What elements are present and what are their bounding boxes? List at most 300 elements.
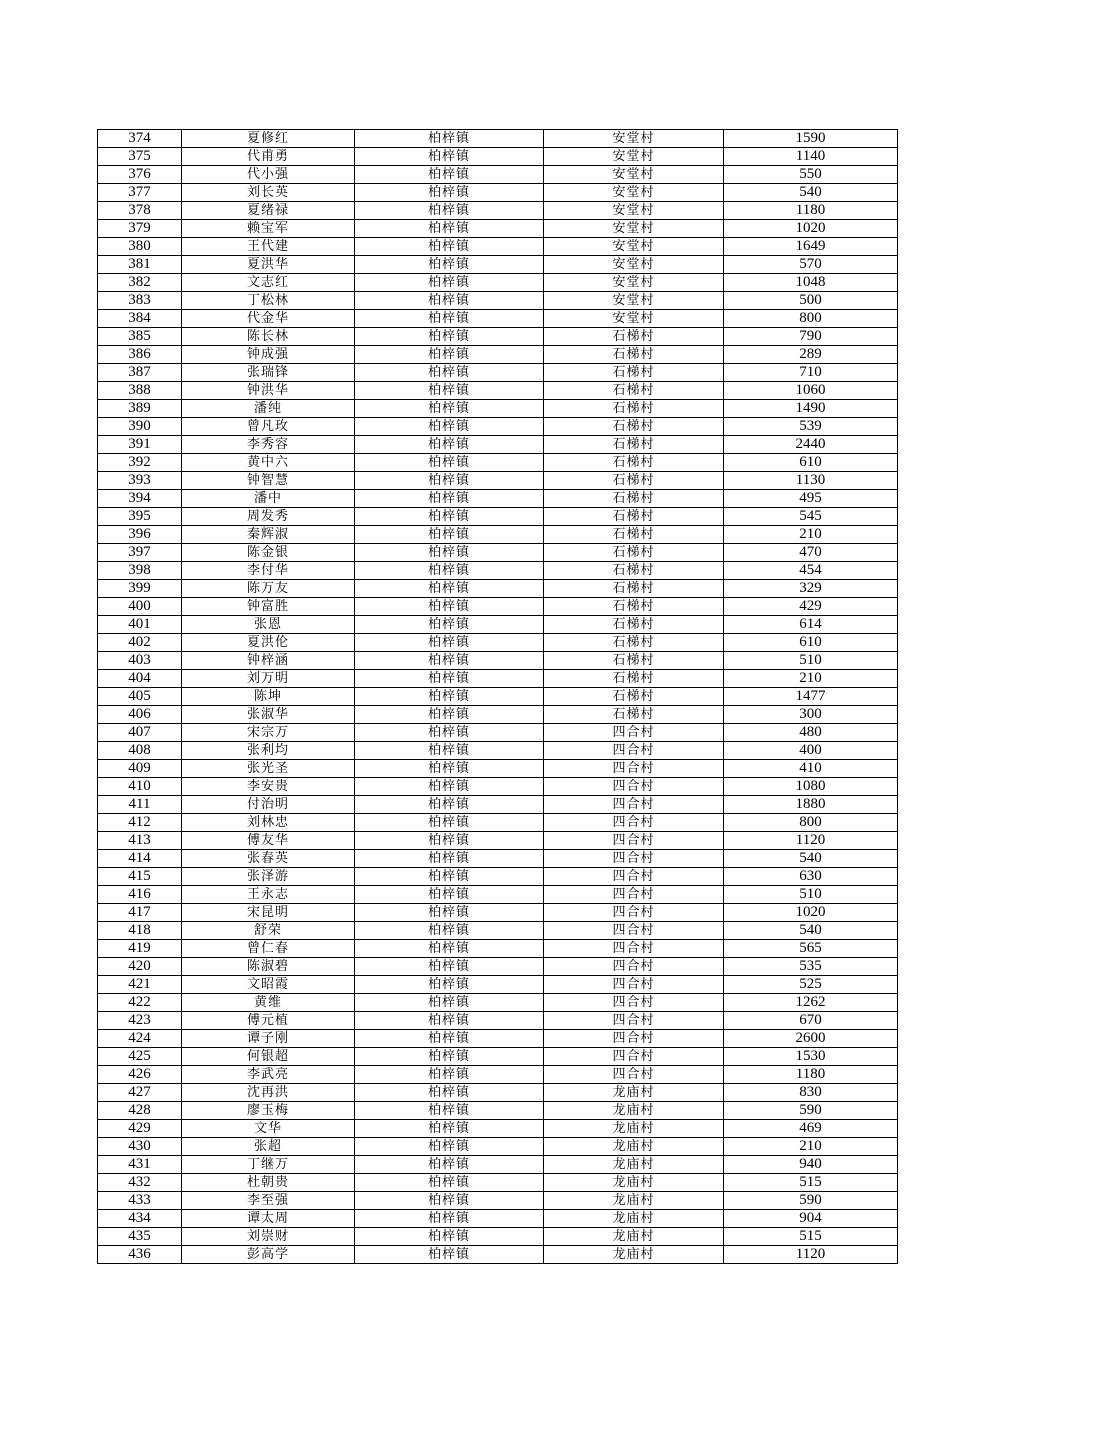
name-cell: 刘万明 [182, 670, 355, 688]
amount-cell: 1080 [724, 778, 898, 796]
table-row [98, 652, 898, 670]
village-cell: 石梯村 [544, 670, 724, 688]
row-number-cell: 423 [98, 1012, 182, 1030]
table-row [98, 238, 898, 256]
amount-cell: 410 [724, 760, 898, 778]
town-cell: 柏梓镇 [355, 724, 544, 742]
row-number-cell: 395 [98, 508, 182, 526]
town-cell: 柏梓镇 [355, 310, 544, 328]
name-cell: 傅元植 [182, 1012, 355, 1030]
name-cell: 夏修红 [182, 130, 355, 148]
town-cell: 柏梓镇 [355, 1102, 544, 1120]
table-row [98, 1192, 898, 1210]
table-row [98, 994, 898, 1012]
village-cell: 石梯村 [544, 454, 724, 472]
name-cell: 李安贵 [182, 778, 355, 796]
town-cell: 柏梓镇 [355, 886, 544, 904]
town-cell: 柏梓镇 [355, 418, 544, 436]
name-cell: 沈再洪 [182, 1084, 355, 1102]
town-cell: 柏梓镇 [355, 598, 544, 616]
town-cell: 柏梓镇 [355, 976, 544, 994]
row-number-cell: 419 [98, 940, 182, 958]
name-cell: 李至强 [182, 1192, 355, 1210]
town-cell: 柏梓镇 [355, 1048, 544, 1066]
row-number-cell: 392 [98, 454, 182, 472]
amount-cell: 1490 [724, 400, 898, 418]
amount-cell: 500 [724, 292, 898, 310]
name-cell: 代甫勇 [182, 148, 355, 166]
village-cell: 石梯村 [544, 544, 724, 562]
village-cell: 石梯村 [544, 652, 724, 670]
row-number-cell: 400 [98, 598, 182, 616]
name-cell: 杜朝贵 [182, 1174, 355, 1192]
amount-cell: 904 [724, 1210, 898, 1228]
town-cell: 柏梓镇 [355, 166, 544, 184]
village-cell: 石梯村 [544, 328, 724, 346]
name-cell: 黄中六 [182, 454, 355, 472]
name-cell: 潘中 [182, 490, 355, 508]
village-cell: 安堂村 [544, 238, 724, 256]
town-cell: 柏梓镇 [355, 670, 544, 688]
table-row [98, 886, 898, 904]
village-cell: 四合村 [544, 994, 724, 1012]
table-row [98, 418, 898, 436]
table-row [98, 670, 898, 688]
row-number-cell: 396 [98, 526, 182, 544]
village-cell: 石梯村 [544, 472, 724, 490]
row-number-cell: 379 [98, 220, 182, 238]
table-row [98, 616, 898, 634]
row-number-cell: 409 [98, 760, 182, 778]
amount-cell: 540 [724, 922, 898, 940]
town-cell: 柏梓镇 [355, 634, 544, 652]
village-cell: 四合村 [544, 796, 724, 814]
name-cell: 谭子刚 [182, 1030, 355, 1048]
amount-cell: 1180 [724, 202, 898, 220]
town-cell: 柏梓镇 [355, 436, 544, 454]
village-cell: 龙庙村 [544, 1084, 724, 1102]
town-cell: 柏梓镇 [355, 274, 544, 292]
name-cell: 夏绪禄 [182, 202, 355, 220]
name-cell: 张超 [182, 1138, 355, 1156]
row-number-cell: 386 [98, 346, 182, 364]
table-row [98, 976, 898, 994]
town-cell: 柏梓镇 [355, 562, 544, 580]
village-cell: 四合村 [544, 958, 724, 976]
amount-cell: 630 [724, 868, 898, 886]
amount-cell: 525 [724, 976, 898, 994]
row-number-cell: 410 [98, 778, 182, 796]
amount-cell: 510 [724, 652, 898, 670]
village-cell: 四合村 [544, 760, 724, 778]
amount-cell: 1060 [724, 382, 898, 400]
row-number-cell: 413 [98, 832, 182, 850]
village-cell: 四合村 [544, 868, 724, 886]
village-cell: 龙庙村 [544, 1210, 724, 1228]
name-cell: 陈淑碧 [182, 958, 355, 976]
village-cell: 四合村 [544, 850, 724, 868]
table-row [98, 850, 898, 868]
amount-cell: 539 [724, 418, 898, 436]
village-cell: 四合村 [544, 1066, 724, 1084]
row-number-cell: 424 [98, 1030, 182, 1048]
village-cell: 龙庙村 [544, 1120, 724, 1138]
amount-cell: 590 [724, 1192, 898, 1210]
table-row [98, 328, 898, 346]
amount-cell: 495 [724, 490, 898, 508]
village-cell: 四合村 [544, 1048, 724, 1066]
amount-cell: 210 [724, 1138, 898, 1156]
village-cell: 石梯村 [544, 688, 724, 706]
name-cell: 付治明 [182, 796, 355, 814]
row-number-cell: 381 [98, 256, 182, 274]
row-number-cell: 378 [98, 202, 182, 220]
row-number-cell: 429 [98, 1120, 182, 1138]
table-row [98, 400, 898, 418]
amount-cell: 790 [724, 328, 898, 346]
amount-cell: 510 [724, 886, 898, 904]
village-cell: 安堂村 [544, 256, 724, 274]
name-cell: 丁继万 [182, 1156, 355, 1174]
amount-cell: 1880 [724, 796, 898, 814]
town-cell: 柏梓镇 [355, 868, 544, 886]
amount-cell: 2600 [724, 1030, 898, 1048]
name-cell: 刘崇财 [182, 1228, 355, 1246]
village-cell: 石梯村 [544, 634, 724, 652]
town-cell: 柏梓镇 [355, 706, 544, 724]
amount-cell: 1048 [724, 274, 898, 292]
town-cell: 柏梓镇 [355, 742, 544, 760]
table-row [98, 346, 898, 364]
village-cell: 石梯村 [544, 418, 724, 436]
amount-cell: 289 [724, 346, 898, 364]
village-cell: 四合村 [544, 724, 724, 742]
table-row [98, 220, 898, 238]
village-cell: 四合村 [544, 778, 724, 796]
name-cell: 刘长英 [182, 184, 355, 202]
village-cell: 龙庙村 [544, 1102, 724, 1120]
village-cell: 四合村 [544, 742, 724, 760]
table-row [98, 706, 898, 724]
town-cell: 柏梓镇 [355, 1228, 544, 1246]
village-cell: 四合村 [544, 814, 724, 832]
name-cell: 李付华 [182, 562, 355, 580]
row-number-cell: 406 [98, 706, 182, 724]
row-number-cell: 416 [98, 886, 182, 904]
town-cell: 柏梓镇 [355, 220, 544, 238]
town-cell: 柏梓镇 [355, 1120, 544, 1138]
town-cell: 柏梓镇 [355, 238, 544, 256]
name-cell: 钟梓涵 [182, 652, 355, 670]
table-row [98, 508, 898, 526]
table-row [98, 1228, 898, 1246]
name-cell: 赖宝军 [182, 220, 355, 238]
name-cell: 陈坤 [182, 688, 355, 706]
town-cell: 柏梓镇 [355, 202, 544, 220]
row-number-cell: 415 [98, 868, 182, 886]
table-row [98, 742, 898, 760]
table-row [98, 940, 898, 958]
table-row [98, 310, 898, 328]
town-cell: 柏梓镇 [355, 616, 544, 634]
amount-cell: 329 [724, 580, 898, 598]
name-cell: 代金华 [182, 310, 355, 328]
row-number-cell: 435 [98, 1228, 182, 1246]
amount-cell: 540 [724, 184, 898, 202]
town-cell: 柏梓镇 [355, 148, 544, 166]
name-cell: 王代建 [182, 238, 355, 256]
name-cell: 何银超 [182, 1048, 355, 1066]
row-number-cell: 408 [98, 742, 182, 760]
amount-cell: 800 [724, 310, 898, 328]
village-cell: 龙庙村 [544, 1228, 724, 1246]
village-cell: 石梯村 [544, 364, 724, 382]
town-cell: 柏梓镇 [355, 472, 544, 490]
table-row [98, 1012, 898, 1030]
name-cell: 张淑华 [182, 706, 355, 724]
town-cell: 柏梓镇 [355, 760, 544, 778]
amount-cell: 1649 [724, 238, 898, 256]
town-cell: 柏梓镇 [355, 940, 544, 958]
amount-cell: 670 [724, 1012, 898, 1030]
town-cell: 柏梓镇 [355, 328, 544, 346]
town-cell: 柏梓镇 [355, 1174, 544, 1192]
table-row [98, 1102, 898, 1120]
town-cell: 柏梓镇 [355, 688, 544, 706]
village-cell: 石梯村 [544, 616, 724, 634]
town-cell: 柏梓镇 [355, 130, 544, 148]
town-cell: 柏梓镇 [355, 1138, 544, 1156]
table-row [98, 382, 898, 400]
row-number-cell: 388 [98, 382, 182, 400]
town-cell: 柏梓镇 [355, 778, 544, 796]
name-cell: 夏洪华 [182, 256, 355, 274]
amount-cell: 400 [724, 742, 898, 760]
town-cell: 柏梓镇 [355, 1156, 544, 1174]
name-cell: 张光圣 [182, 760, 355, 778]
amount-cell: 454 [724, 562, 898, 580]
table-row [98, 256, 898, 274]
row-number-cell: 376 [98, 166, 182, 184]
town-cell: 柏梓镇 [355, 364, 544, 382]
village-cell: 石梯村 [544, 706, 724, 724]
village-cell: 石梯村 [544, 508, 724, 526]
row-number-cell: 403 [98, 652, 182, 670]
village-cell: 四合村 [544, 832, 724, 850]
village-cell: 安堂村 [544, 184, 724, 202]
row-number-cell: 412 [98, 814, 182, 832]
village-cell: 安堂村 [544, 274, 724, 292]
amount-cell: 540 [724, 850, 898, 868]
table-row [98, 184, 898, 202]
name-cell: 钟洪华 [182, 382, 355, 400]
row-number-cell: 380 [98, 238, 182, 256]
name-cell: 文华 [182, 1120, 355, 1138]
row-number-cell: 430 [98, 1138, 182, 1156]
table-row [98, 1120, 898, 1138]
amount-cell: 480 [724, 724, 898, 742]
town-cell: 柏梓镇 [355, 1066, 544, 1084]
village-cell: 龙庙村 [544, 1174, 724, 1192]
table-row [98, 904, 898, 922]
village-cell: 安堂村 [544, 166, 724, 184]
town-cell: 柏梓镇 [355, 1210, 544, 1228]
row-number-cell: 374 [98, 130, 182, 148]
amount-cell: 2440 [724, 436, 898, 454]
row-number-cell: 426 [98, 1066, 182, 1084]
name-cell: 陈金银 [182, 544, 355, 562]
town-cell: 柏梓镇 [355, 580, 544, 598]
village-cell: 四合村 [544, 922, 724, 940]
village-cell: 四合村 [544, 1012, 724, 1030]
table-row [98, 760, 898, 778]
table-row [98, 580, 898, 598]
village-cell: 四合村 [544, 904, 724, 922]
town-cell: 柏梓镇 [355, 1246, 544, 1264]
table-row [98, 688, 898, 706]
amount-cell: 535 [724, 958, 898, 976]
town-cell: 柏梓镇 [355, 652, 544, 670]
name-cell: 张利均 [182, 742, 355, 760]
row-number-cell: 427 [98, 1084, 182, 1102]
row-number-cell: 399 [98, 580, 182, 598]
village-cell: 石梯村 [544, 382, 724, 400]
name-cell: 周发秀 [182, 508, 355, 526]
amount-cell: 1020 [724, 904, 898, 922]
name-cell: 宋宗万 [182, 724, 355, 742]
amount-cell: 210 [724, 670, 898, 688]
table-row [98, 634, 898, 652]
name-cell: 文志红 [182, 274, 355, 292]
town-cell: 柏梓镇 [355, 184, 544, 202]
table-row [98, 868, 898, 886]
village-cell: 石梯村 [544, 526, 724, 544]
table-row [98, 778, 898, 796]
name-cell: 李武亮 [182, 1066, 355, 1084]
row-number-cell: 389 [98, 400, 182, 418]
row-number-cell: 407 [98, 724, 182, 742]
village-cell: 安堂村 [544, 292, 724, 310]
amount-cell: 469 [724, 1120, 898, 1138]
row-number-cell: 405 [98, 688, 182, 706]
row-number-cell: 434 [98, 1210, 182, 1228]
table-row [98, 1174, 898, 1192]
name-cell: 陈万友 [182, 580, 355, 598]
row-number-cell: 404 [98, 670, 182, 688]
table-row [98, 1156, 898, 1174]
amount-cell: 1590 [724, 130, 898, 148]
amount-cell: 429 [724, 598, 898, 616]
village-cell: 四合村 [544, 886, 724, 904]
village-cell: 安堂村 [544, 148, 724, 166]
amount-cell: 515 [724, 1174, 898, 1192]
name-cell: 陈长林 [182, 328, 355, 346]
village-cell: 龙庙村 [544, 1156, 724, 1174]
table-row [98, 814, 898, 832]
town-cell: 柏梓镇 [355, 958, 544, 976]
name-cell: 张瑞锋 [182, 364, 355, 382]
table-row [98, 364, 898, 382]
row-number-cell: 384 [98, 310, 182, 328]
village-cell: 石梯村 [544, 400, 724, 418]
row-number-cell: 431 [98, 1156, 182, 1174]
name-cell: 钟成强 [182, 346, 355, 364]
row-number-cell: 401 [98, 616, 182, 634]
row-number-cell: 394 [98, 490, 182, 508]
town-cell: 柏梓镇 [355, 994, 544, 1012]
amount-cell: 710 [724, 364, 898, 382]
row-number-cell: 382 [98, 274, 182, 292]
row-number-cell: 411 [98, 796, 182, 814]
name-cell: 谭太周 [182, 1210, 355, 1228]
table-row [98, 1066, 898, 1084]
amount-cell: 210 [724, 526, 898, 544]
table-row [98, 1084, 898, 1102]
town-cell: 柏梓镇 [355, 922, 544, 940]
town-cell: 柏梓镇 [355, 544, 544, 562]
table-row [98, 454, 898, 472]
town-cell: 柏梓镇 [355, 1084, 544, 1102]
name-cell: 傅友华 [182, 832, 355, 850]
town-cell: 柏梓镇 [355, 796, 544, 814]
town-cell: 柏梓镇 [355, 814, 544, 832]
name-cell: 文昭霞 [182, 976, 355, 994]
table-row [98, 526, 898, 544]
amount-cell: 470 [724, 544, 898, 562]
village-cell: 安堂村 [544, 220, 724, 238]
town-cell: 柏梓镇 [355, 1030, 544, 1048]
town-cell: 柏梓镇 [355, 292, 544, 310]
amount-cell: 1180 [724, 1066, 898, 1084]
row-number-cell: 385 [98, 328, 182, 346]
village-cell: 石梯村 [544, 436, 724, 454]
village-cell: 安堂村 [544, 202, 724, 220]
data-table [97, 129, 898, 1264]
name-cell: 张恩 [182, 616, 355, 634]
town-cell: 柏梓镇 [355, 904, 544, 922]
name-cell: 钟智慧 [182, 472, 355, 490]
name-cell: 张春英 [182, 850, 355, 868]
table-row [98, 796, 898, 814]
name-cell: 刘林忠 [182, 814, 355, 832]
amount-cell: 545 [724, 508, 898, 526]
town-cell: 柏梓镇 [355, 1012, 544, 1030]
town-cell: 柏梓镇 [355, 454, 544, 472]
name-cell: 秦辉淑 [182, 526, 355, 544]
table-row [98, 1030, 898, 1048]
name-cell: 钟富胜 [182, 598, 355, 616]
amount-cell: 610 [724, 634, 898, 652]
town-cell: 柏梓镇 [355, 256, 544, 274]
name-cell: 李秀容 [182, 436, 355, 454]
town-cell: 柏梓镇 [355, 346, 544, 364]
table-row [98, 292, 898, 310]
amount-cell: 1020 [724, 220, 898, 238]
table-row [98, 562, 898, 580]
name-cell: 潘纯 [182, 400, 355, 418]
row-number-cell: 387 [98, 364, 182, 382]
village-cell: 龙庙村 [544, 1138, 724, 1156]
amount-cell: 614 [724, 616, 898, 634]
village-cell: 石梯村 [544, 562, 724, 580]
name-cell: 丁松林 [182, 292, 355, 310]
row-number-cell: 375 [98, 148, 182, 166]
row-number-cell: 421 [98, 976, 182, 994]
row-number-cell: 422 [98, 994, 182, 1012]
name-cell: 宋昆明 [182, 904, 355, 922]
row-number-cell: 383 [98, 292, 182, 310]
row-number-cell: 393 [98, 472, 182, 490]
